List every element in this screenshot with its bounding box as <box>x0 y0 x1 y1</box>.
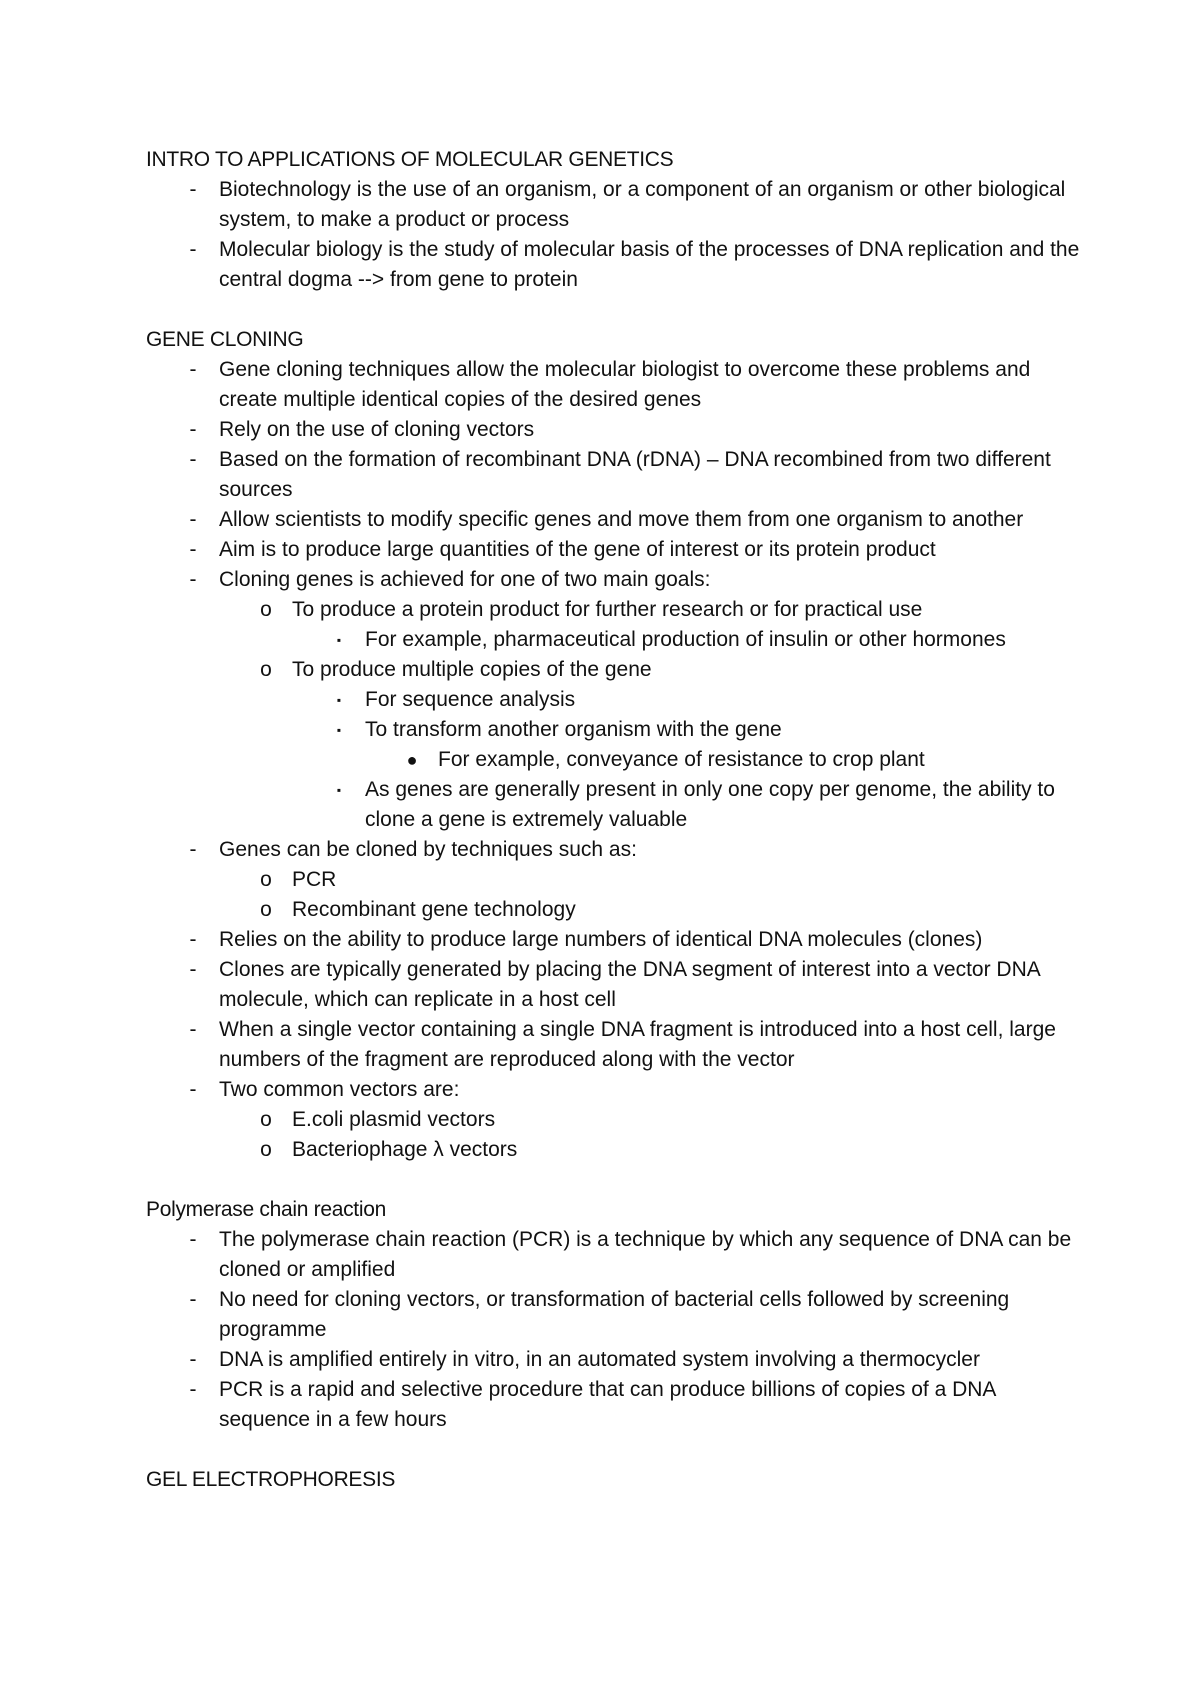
list-item <box>146 1015 1086 1075</box>
list-item <box>146 1345 1086 1375</box>
sub-sub-list-item-text: As genes are generally present in only one copy per genome, the ability to clone a gene is extremely valuable <box>365 778 1055 831</box>
section-heading: INTRO TO APPLICATIONS OF MOLECULAR GENETICS <box>146 148 674 171</box>
list-item-text: Based on the formation of recombinant DNA (rDNA) – DNA recombined from two different sources <box>219 448 1051 501</box>
list-item <box>146 1075 1086 1105</box>
sub-sub-list-item <box>146 625 1086 655</box>
list-item-text: No need for cloning vectors, or transformation of bacterial cells followed by screening programme <box>219 1288 1010 1341</box>
sub-list-item <box>146 865 1086 895</box>
sub-sub-list-item-text: For sequence analysis <box>365 688 576 711</box>
sub-sub-list-item-text: To transform another organism with the gene <box>365 718 782 741</box>
sub-list-item-text: E.coli plasmid vectors <box>292 1108 496 1131</box>
list-item-text: Cloning genes is achieved for one of two main goals: <box>219 568 711 591</box>
list-item-text: When a single vector containing a single DNA fragment is introduced into a host cell, large numbers of the fragment are reproduced along with the vector <box>219 1018 1056 1071</box>
dash-marker: - <box>189 358 197 381</box>
sub-list-item-text: PCR <box>292 868 337 891</box>
section-gene-cloning <box>146 325 1086 1165</box>
dash-marker: - <box>189 568 197 591</box>
list-item-text: The polymerase chain reaction (PCR) is a technique by which any sequence of DNA can be cloned or amplified <box>219 1228 1072 1281</box>
circle-marker: o <box>260 868 272 891</box>
dash-marker: - <box>189 838 197 861</box>
sub-sub-list-item <box>146 685 1086 715</box>
list-item <box>146 1225 1086 1285</box>
dash-marker: - <box>189 538 197 561</box>
bullet-marker: ● <box>406 750 418 770</box>
sub-list-item <box>146 1105 1086 1135</box>
list-item <box>146 445 1086 505</box>
list-item <box>146 505 1086 535</box>
sub-list-item-text: Recombinant gene technology <box>292 898 576 921</box>
list-item-text: Molecular biology is the study of molecular basis of the processes of DNA replication and the central dogma --> from gene to protein <box>219 238 1080 291</box>
dash-marker: - <box>189 238 197 261</box>
sub-list-item-text: To produce a protein product for further research or for practical use <box>292 598 923 621</box>
section-gel-electrophoresis <box>146 1465 1086 1495</box>
level4-list-item <box>146 745 1086 775</box>
list-item <box>146 565 1086 595</box>
list-item-text: Two common vectors are: <box>219 1078 460 1101</box>
section-heading: Polymerase chain reaction <box>146 1198 386 1221</box>
list-item-text: Gene cloning techniques allow the molecular biologist to overcome these problems and create multiple identical copies of the desired genes <box>219 358 1031 411</box>
square-marker: ▪ <box>336 633 342 647</box>
section-pcr <box>146 1195 1086 1435</box>
sub-list-item <box>146 595 1086 625</box>
list-item-text: DNA is amplified entirely in vitro, in an automated system involving a thermocycler <box>219 1348 980 1371</box>
dash-marker: - <box>189 508 197 531</box>
circle-marker: o <box>260 1108 272 1131</box>
dash-marker: - <box>189 1228 197 1251</box>
list-item <box>146 955 1086 1015</box>
list-item-text: Biotechnology is the use of an organism, or a component of an organism or other biological system, to make a product or process <box>219 178 1066 231</box>
dash-marker: - <box>189 1078 197 1101</box>
list-item <box>146 535 1086 565</box>
list-item <box>146 175 1086 235</box>
list-item-text: Relies on the ability to produce large numbers of identical DNA molecules (clones) <box>219 928 983 951</box>
sub-sub-list-item-text: For example, pharmaceutical production of insulin or other hormones <box>365 628 1006 651</box>
section-heading: GENE CLONING <box>146 328 304 351</box>
circle-marker: o <box>260 898 272 921</box>
list-item-text: Aim is to produce large quantities of the gene of interest or its protein product <box>219 538 936 561</box>
list-item-text: Clones are typically generated by placing the DNA segment of interest into a vector DNA molecule, which can replicate in a host cell <box>219 958 1040 1011</box>
dash-marker: - <box>189 958 197 981</box>
sub-list-item-text: To produce multiple copies of the gene <box>292 658 652 681</box>
sub-list-item <box>146 895 1086 925</box>
dash-marker: - <box>189 1348 197 1371</box>
level4-list-item-text: For example, conveyance of resistance to crop plant <box>438 748 925 771</box>
sub-list-item-text: Bacteriophage λ vectors <box>292 1138 518 1161</box>
sub-list-item <box>146 655 1086 685</box>
list-item <box>146 1285 1086 1345</box>
dash-marker: - <box>189 1018 197 1041</box>
dash-marker: - <box>189 448 197 471</box>
square-marker: ▪ <box>336 783 342 797</box>
list-item <box>146 925 1086 955</box>
list-item <box>146 415 1086 445</box>
sub-sub-list-item <box>146 715 1086 745</box>
square-marker: ▪ <box>336 693 342 707</box>
list-item <box>146 835 1086 865</box>
dash-marker: - <box>189 928 197 951</box>
circle-marker: o <box>260 658 272 681</box>
sub-list-item <box>146 1135 1086 1165</box>
document-page <box>146 145 1086 1495</box>
list-item <box>146 355 1086 415</box>
list-item-text: PCR is a rapid and selective procedure that can produce billions of copies of a DNA sequence in a few hours <box>219 1378 996 1431</box>
sub-sub-list-item <box>146 775 1086 835</box>
square-marker: ▪ <box>336 723 342 737</box>
circle-marker: o <box>260 598 272 621</box>
list-item-text: Allow scientists to modify specific genes and move them from one organism to another <box>219 508 1024 531</box>
circle-marker: o <box>260 1138 272 1161</box>
dash-marker: - <box>189 178 197 201</box>
section-heading: GEL ELECTROPHORESIS <box>146 1468 396 1491</box>
list-item-text: Genes can be cloned by techniques such as: <box>219 838 637 861</box>
section-intro <box>146 145 1086 295</box>
list-item <box>146 1375 1086 1435</box>
list-item-text: Rely on the use of cloning vectors <box>219 418 535 441</box>
dash-marker: - <box>189 1378 197 1401</box>
list-item <box>146 235 1086 295</box>
dash-marker: - <box>189 418 197 441</box>
dash-marker: - <box>189 1288 197 1311</box>
